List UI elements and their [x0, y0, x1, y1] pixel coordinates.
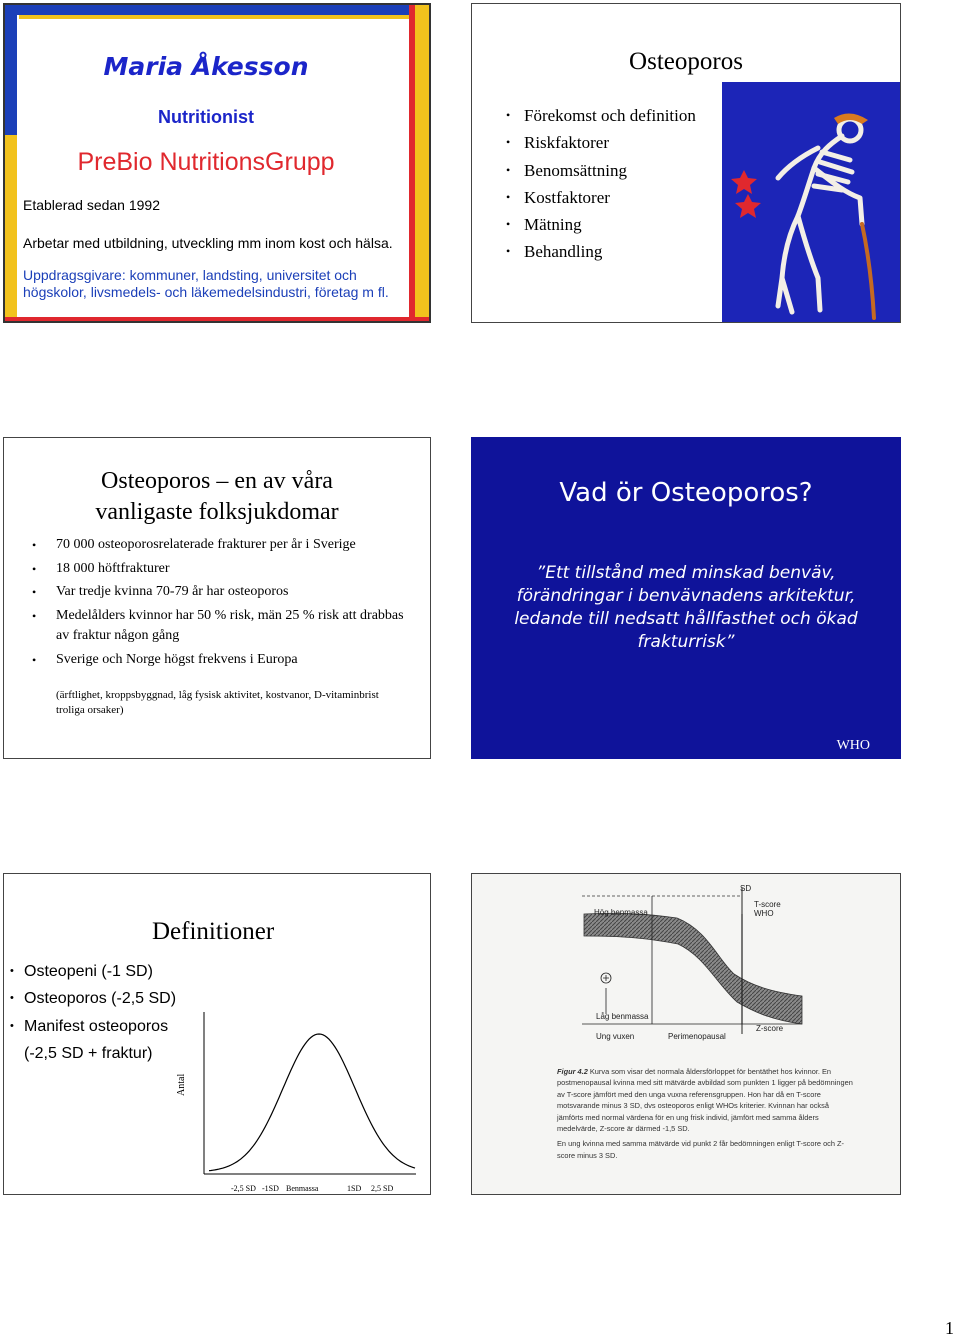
list-item: • Manifest osteoporos [10, 1017, 169, 1035]
sd-label: SD [740, 884, 752, 893]
fact-list [30, 535, 420, 673]
x-tick-label: 2,5 SD [371, 1184, 394, 1193]
list-item: • 18 000 höftfrakturer [30, 559, 420, 580]
list-item: • 70 000 osteoporosrelaterade frakturer per år i Sverige [30, 535, 420, 556]
decor-bar-red-bottom [5, 317, 429, 321]
presenter-role: Nutritionist [158, 107, 254, 127]
high-bone-mass-label: Hög benmassa [594, 908, 648, 917]
topic-list [506, 102, 696, 266]
tscore-label: T-score [754, 900, 781, 909]
x-tick-label: 1SD [347, 1184, 362, 1193]
clients-text: Uppdragsgivare: kommuner, landsting, universitet och högskolor, livsmedels- och läkemedelsindustri, företag m fl. [23, 267, 389, 300]
slide-profile [3, 3, 431, 323]
perimenopausal-label: Perimenopausal [668, 1032, 726, 1041]
who-definition-quote: ”Ett tillstånd med minskad benväv, förändringar i benvävnadens arkitektur, ledande till nedsatt hållfasthet och ökad frakturrisk” [514, 563, 858, 652]
list-item: • Kostfaktorer [506, 187, 610, 207]
list-item: • Osteopeni (-1 SD) [10, 963, 153, 980]
company-name: PreBio NutritionsGrupp [77, 148, 335, 176]
who-label: WHO [754, 909, 774, 918]
list-item: • Medelålders kvinnor har 50 % risk, män 25 % risk att drabbas av fraktur någon gång [30, 606, 420, 647]
slide-title: Osteoporos [629, 48, 743, 75]
slide-title: Definitioner [152, 918, 275, 945]
decor-bar-yellow-top [19, 15, 411, 19]
normal-distribution-curve [4, 874, 431, 1195]
list-item: • Mätning [506, 215, 582, 235]
work-description: Arbetar med utbildning, utveckling mm inom kost och hälsa. [23, 235, 393, 251]
slide-title: Vad ör Osteoporos? [559, 478, 813, 508]
slide-definitioner [3, 873, 431, 1195]
list-item: • Riskfaktorer [506, 133, 609, 153]
slide-definition [471, 437, 901, 759]
list-item: • Förekomst och definition [506, 106, 696, 125]
source-label: WHO [836, 738, 870, 753]
slide-osteoporos-overview [471, 3, 901, 323]
decor-bar-blue-top [5, 5, 429, 15]
x-tick-label: -2,5 SD [231, 1184, 256, 1193]
slide-title: Osteoporos – en av våra vanligaste folksjukdomar [95, 468, 339, 525]
list-item: • Var tredje kvinna 70-79 år har osteoporos [30, 582, 420, 603]
list-item: • Sverige och Norge högst frekvens i Europa [30, 650, 420, 671]
low-bone-mass-label: Låg benmassa [596, 1012, 649, 1021]
y-axis-label: Antal [176, 1073, 187, 1096]
page-number: 1 [945, 1318, 954, 1338]
causes-note: (ärftlighet, kroppsbyggnad, låg fysisk aktivitet, kostvanor, D-vitaminbrist troliga orsaker) [56, 689, 379, 716]
slide-bone-density-figure [471, 873, 901, 1195]
list-item: (-2,5 SD + fraktur) [24, 1044, 153, 1062]
skeleton-illustration [722, 82, 901, 323]
x-tick-label: Benmassa [286, 1184, 319, 1193]
figure-caption: Figur 4.2 Kurva som visar det normala åldersförloppet för bentäthet hos kvinnor. En postmenopausal kvinna med sitt mätvärde avbildad som punkten 1 ligger på bedömningen av T-score jämfört med den unga vuxna referensgruppen. Hon har då en T-score motsvarande minus 3 SD, dvs osteoporos enligt WHOs kriterier. Kvinnan har också jämförts med normal värdena för en ung frisk individ, jämfört med samma ålders medelvärde, Z-score är därmed -1,5 SD. En ung kvinna med samma mätvärde vid punkt 2 får bedömningen enligt T-score och Z-score minus 3 SD. [557, 1067, 853, 1160]
presenter-name: Maria Åkesson [103, 52, 309, 81]
list-item: • Benomsättning [506, 160, 627, 180]
young-adult-label: Ung vuxen [596, 1032, 635, 1041]
zscore-label: Z-score [756, 1024, 784, 1033]
list-item: • Osteoporos (-2,5 SD) [10, 990, 177, 1008]
slide-folksjukdom [3, 437, 431, 759]
list-item: • Behandling [506, 242, 603, 262]
established-text: Etablerad sedan 1992 [23, 197, 160, 213]
x-tick-label: -1SD [262, 1184, 279, 1193]
